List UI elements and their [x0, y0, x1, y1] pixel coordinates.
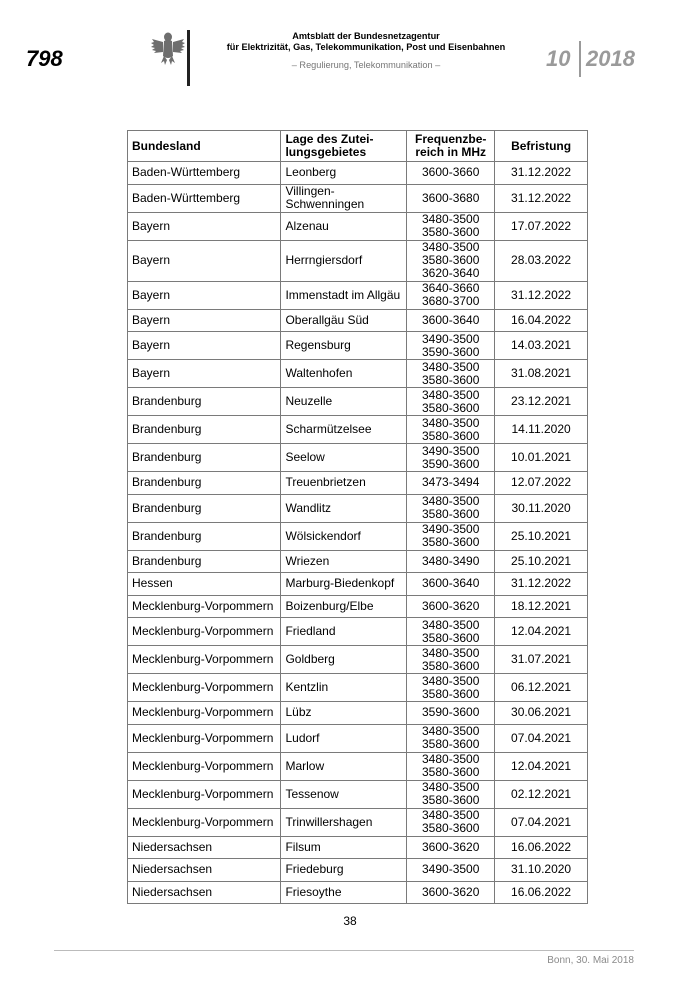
cell-frequenzbereich: 3600-3640 — [407, 573, 495, 596]
cell-lage: Seelow — [281, 444, 407, 472]
gazette-subtitle: – Regulierung, Telekommunikation – — [291, 60, 441, 70]
issue-separator — [579, 41, 581, 77]
cell-frequenzbereich: 3480-3500 3580-3600 — [407, 808, 495, 836]
cell-lage: Regensburg — [281, 332, 407, 360]
cell-befristung: 12.07.2022 — [495, 472, 588, 495]
cell-bundesland: Mecklenburg-Vorpommern — [128, 646, 281, 674]
table-row — [128, 702, 588, 725]
cell-befristung: 30.06.2021 — [495, 702, 588, 725]
cell-befristung: 12.04.2021 — [495, 618, 588, 646]
cell-befristung: 06.12.2021 — [495, 674, 588, 702]
cell-bundesland: Mecklenburg-Vorpommern — [128, 752, 281, 780]
cell-lage: Boizenburg/Elbe — [281, 595, 407, 618]
cell-frequenzbereich: 3600-3620 — [407, 881, 495, 904]
cell-lage: Wandlitz — [281, 494, 407, 522]
cell-frequenzbereich: 3480-3490 — [407, 550, 495, 573]
table-row — [128, 674, 588, 702]
cell-befristung: 10.01.2021 — [495, 444, 588, 472]
cell-befristung: 31.08.2021 — [495, 360, 588, 388]
issue-no: 10 — [546, 46, 571, 71]
cell-frequenzbereich: 3480-3500 3580-3600 — [407, 752, 495, 780]
table-row — [128, 494, 588, 522]
federal-eagle-icon — [150, 30, 186, 70]
cell-befristung: 25.10.2021 — [495, 522, 588, 550]
cell-befristung: 07.04.2021 — [495, 724, 588, 752]
cell-befristung: 14.03.2021 — [495, 332, 588, 360]
cell-bundesland: Brandenburg — [128, 444, 281, 472]
cell-bundesland: Brandenburg — [128, 388, 281, 416]
cell-bundesland: Baden-Württemberg — [128, 162, 281, 185]
cell-bundesland: Hessen — [128, 573, 281, 596]
cell-bundesland: Brandenburg — [128, 522, 281, 550]
cell-befristung: 31.07.2021 — [495, 646, 588, 674]
table-row — [128, 550, 588, 573]
cell-befristung: 30.11.2020 — [495, 494, 588, 522]
cell-frequenzbereich: 3490-3500 3590-3600 — [407, 444, 495, 472]
issue-year: 2018 — [586, 46, 635, 71]
cell-lage: Waltenhofen — [281, 360, 407, 388]
table-header-row — [128, 131, 588, 162]
cell-frequenzbereich: 3473-3494 — [407, 472, 495, 495]
table-row — [128, 859, 588, 882]
table-row — [128, 444, 588, 472]
table-row — [128, 808, 588, 836]
cell-befristung: 16.06.2022 — [495, 881, 588, 904]
cell-bundesland: Niedersachsen — [128, 859, 281, 882]
table-row — [128, 646, 588, 674]
cell-frequenzbereich: 3600-3620 — [407, 595, 495, 618]
cell-lage: Friedland — [281, 618, 407, 646]
cell-befristung: 12.04.2021 — [495, 752, 588, 780]
cell-bundesland: Bayern — [128, 240, 281, 281]
cell-bundesland: Baden-Württemberg — [128, 184, 281, 212]
table-row — [128, 595, 588, 618]
cell-befristung: 16.06.2022 — [495, 836, 588, 859]
cell-frequenzbereich: 3480-3500 3580-3600 — [407, 388, 495, 416]
column-header: Lage des Zutei- lungsgebietes — [281, 131, 407, 162]
cell-lage: Herrngiersdorf — [281, 240, 407, 281]
cell-bundesland: Brandenburg — [128, 550, 281, 573]
cell-frequenzbereich: 3480-3500 3580-3600 — [407, 618, 495, 646]
table-row — [128, 212, 588, 240]
table-row — [128, 573, 588, 596]
cell-frequenzbereich: 3480-3500 3580-3600 — [407, 674, 495, 702]
cell-frequenzbereich: 3640-3660 3680-3700 — [407, 281, 495, 309]
header-divider — [187, 30, 190, 86]
cell-frequenzbereich: 3480-3500 3580-3600 — [407, 360, 495, 388]
cell-lage: Immenstadt im Allgäu — [281, 281, 407, 309]
cell-befristung: 31.10.2020 — [495, 859, 588, 882]
column-header: Befristung — [495, 131, 588, 162]
table-row — [128, 240, 588, 281]
cell-lage: Oberallgäu Süd — [281, 309, 407, 332]
cell-bundesland: Mecklenburg-Vorpommern — [128, 674, 281, 702]
gazette-header — [195, 31, 537, 71]
cell-befristung: 31.12.2022 — [495, 573, 588, 596]
table-row — [128, 184, 588, 212]
table-row — [128, 281, 588, 309]
table-row — [128, 881, 588, 904]
table-row — [128, 522, 588, 550]
cell-frequenzbereich: 3480-3500 3580-3600 — [407, 646, 495, 674]
cell-befristung: 25.10.2021 — [495, 550, 588, 573]
cell-lage: Wriezen — [281, 550, 407, 573]
cell-lage: Goldberg — [281, 646, 407, 674]
gazette-title-line1: Amtsblatt der Bundesnetzagentur — [292, 31, 440, 41]
cell-bundesland: Bayern — [128, 360, 281, 388]
cell-bundesland: Niedersachsen — [128, 881, 281, 904]
cell-lage: Treuenbrietzen — [281, 472, 407, 495]
cell-frequenzbereich: 3600-3640 — [407, 309, 495, 332]
cell-bundesland: Bayern — [128, 332, 281, 360]
cell-lage: Alzenau — [281, 212, 407, 240]
cell-bundesland: Mecklenburg-Vorpommern — [128, 702, 281, 725]
column-header: Frequenzbe- reich in MHz — [407, 131, 495, 162]
cell-lage: Friedeburg — [281, 859, 407, 882]
table-row — [128, 724, 588, 752]
cell-lage: Trinwillershagen — [281, 808, 407, 836]
cell-bundesland: Bayern — [128, 281, 281, 309]
cell-bundesland: Mecklenburg-Vorpommern — [128, 724, 281, 752]
cell-frequenzbereich: 3600-3680 — [407, 184, 495, 212]
issue-number — [546, 44, 646, 78]
cell-lage: Scharmützelsee — [281, 416, 407, 444]
cell-bundesland: Mecklenburg-Vorpommern — [128, 618, 281, 646]
cell-frequenzbereich: 3480-3500 3580-3600 3620-3640 — [407, 240, 495, 281]
cell-frequenzbereich: 3490-3500 3590-3600 — [407, 332, 495, 360]
cell-lage: Marburg-Biedenkopf — [281, 573, 407, 596]
footer-page-number: 38 — [343, 914, 357, 928]
cell-frequenzbereich: 3480-3500 3580-3600 — [407, 724, 495, 752]
cell-lage: Friesoythe — [281, 881, 407, 904]
cell-bundesland: Mecklenburg-Vorpommern — [128, 808, 281, 836]
cell-lage: Wölsickendorf — [281, 522, 407, 550]
cell-befristung: 31.12.2022 — [495, 281, 588, 309]
table-row — [128, 309, 588, 332]
cell-befristung: 02.12.2021 — [495, 780, 588, 808]
cell-lage: Ludorf — [281, 724, 407, 752]
cell-frequenzbereich: 3590-3600 — [407, 702, 495, 725]
cell-lage: Marlow — [281, 752, 407, 780]
cell-befristung: 14.11.2020 — [495, 416, 588, 444]
cell-befristung: 31.12.2022 — [495, 184, 588, 212]
cell-frequenzbereich: 3600-3620 — [407, 836, 495, 859]
table-row — [128, 780, 588, 808]
table-row — [128, 332, 588, 360]
cell-bundesland: Bayern — [128, 309, 281, 332]
frequency-allocation-table — [127, 130, 588, 904]
table-row — [128, 836, 588, 859]
cell-befristung: 16.04.2022 — [495, 309, 588, 332]
table-row — [128, 416, 588, 444]
cell-lage: Villingen- Schwenningen — [281, 184, 407, 212]
cell-befristung: 07.04.2021 — [495, 808, 588, 836]
cell-lage: Kentzlin — [281, 674, 407, 702]
footer-divider — [54, 950, 634, 951]
cell-frequenzbereich: 3490-3500 3580-3600 — [407, 522, 495, 550]
table-row — [128, 472, 588, 495]
cell-frequenzbereich: 3600-3660 — [407, 162, 495, 185]
cell-lage: Lübz — [281, 702, 407, 725]
cell-befristung: 31.12.2022 — [495, 162, 588, 185]
cell-bundesland: Brandenburg — [128, 494, 281, 522]
table-row — [128, 618, 588, 646]
cell-lage: Leonberg — [281, 162, 407, 185]
table-row — [128, 388, 588, 416]
cell-befristung: 23.12.2021 — [495, 388, 588, 416]
cell-bundesland: Mecklenburg-Vorpommern — [128, 595, 281, 618]
cell-frequenzbereich: 3490-3500 — [407, 859, 495, 882]
cell-lage: Tessenow — [281, 780, 407, 808]
cell-lage: Filsum — [281, 836, 407, 859]
cell-frequenzbereich: 3480-3500 3580-3600 — [407, 780, 495, 808]
cell-befristung: 18.12.2021 — [495, 595, 588, 618]
cell-frequenzbereich: 3480-3500 3580-3600 — [407, 416, 495, 444]
column-header: Bundesland — [128, 131, 281, 162]
gazette-title-line2: für Elektrizität, Gas, Telekommunikation, Post und Eisenbahnen — [226, 42, 506, 52]
table-row — [128, 360, 588, 388]
cell-frequenzbereich: 3480-3500 3580-3600 — [407, 212, 495, 240]
cell-lage: Neuzelle — [281, 388, 407, 416]
page-number: 798 — [26, 46, 63, 71]
cell-frequenzbereich: 3480-3500 3580-3600 — [407, 494, 495, 522]
cell-bundesland: Niedersachsen — [128, 836, 281, 859]
cell-bundesland: Mecklenburg-Vorpommern — [128, 780, 281, 808]
cell-bundesland: Brandenburg — [128, 472, 281, 495]
table-row — [128, 162, 588, 185]
table-row — [128, 752, 588, 780]
footer-place-date: Bonn, 30. Mai 2018 — [547, 955, 634, 966]
cell-bundesland: Brandenburg — [128, 416, 281, 444]
cell-befristung: 17.07.2022 — [495, 212, 588, 240]
cell-befristung: 28.03.2022 — [495, 240, 588, 281]
cell-bundesland: Bayern — [128, 212, 281, 240]
